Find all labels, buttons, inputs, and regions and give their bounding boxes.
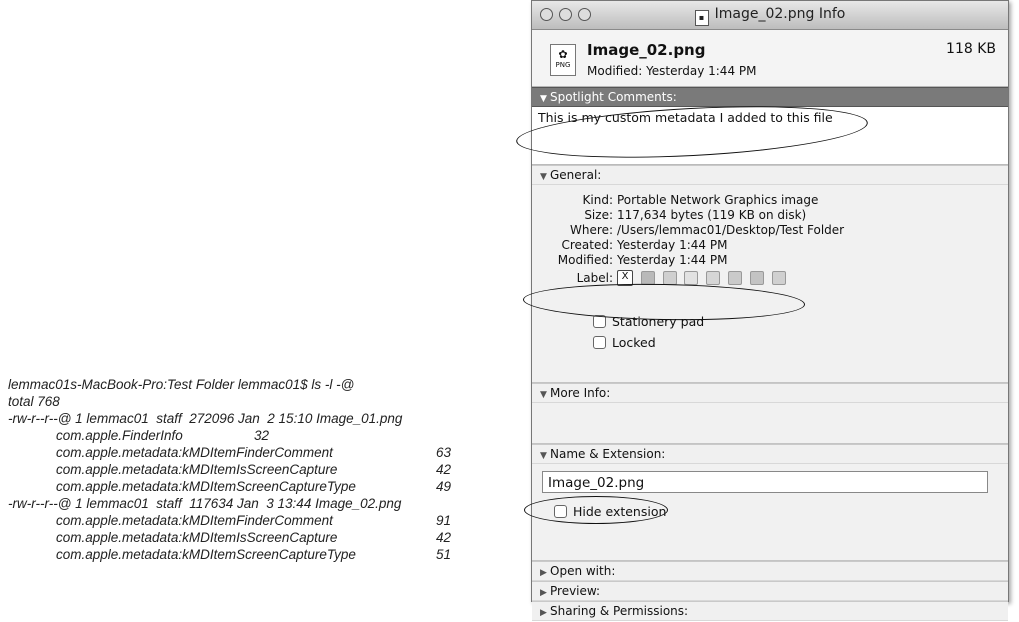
label-yellow-button[interactable] — [684, 271, 698, 285]
created-value: Yesterday 1:44 PM — [617, 238, 728, 252]
terminal-output — [8, 376, 508, 563]
label-blue-button[interactable] — [728, 271, 742, 285]
label-gray-button[interactable] — [772, 271, 786, 285]
xattr-name: com.apple.metadata:kMDItemIsScreenCapture — [56, 462, 338, 477]
xattr-name: com.apple.FinderInfo — [56, 428, 183, 443]
title-bar[interactable] — [532, 1, 1008, 30]
xattr-name: com.apple.metadata:kMDItemIsScreenCapture — [56, 530, 338, 545]
label-label: Label: — [576, 271, 613, 285]
disclosure-open-icon: ▼ — [540, 172, 547, 182]
modified-date: Modified: Yesterday 1:44 PM — [587, 64, 757, 78]
modified-value: Yesterday 1:44 PM — [617, 253, 728, 267]
file-name-field[interactable]: Image_02.png — [542, 471, 988, 493]
xattr-size: 32 — [254, 428, 270, 443]
general-panel — [532, 185, 1008, 383]
file-line-2: -rw-r--r--@ 1 lemmac01 staff 117634 Jan 3 13:44 Image_02.png — [8, 496, 402, 511]
xattr-name: com.apple.metadata:kMDItemFinderComment — [56, 513, 333, 528]
terminal-total: total 768 — [8, 394, 60, 409]
xattr-size: 49 — [436, 479, 452, 494]
section-name-extension[interactable]: ▼ Name & Extension: — [532, 444, 1008, 464]
file-line-1: -rw-r--r--@ 1 lemmac01 staff 272096 Jan 2 15:10 Image_01.png — [8, 411, 403, 426]
label-red-button[interactable] — [641, 271, 655, 285]
size-label: Size: — [584, 208, 613, 222]
more-info-panel — [532, 403, 1008, 444]
name-extension-panel — [532, 464, 1008, 561]
window-title: Image_02.png Info — [714, 6, 846, 22]
xattr-size: 42 — [436, 530, 452, 545]
where-label: Where: — [570, 223, 613, 237]
label-none-button[interactable]: X — [617, 270, 633, 286]
file-header — [532, 30, 1008, 87]
file-size: 118 KB — [946, 41, 996, 57]
xattr-name: com.apple.metadata:kMDItemScreenCaptureType — [56, 547, 356, 562]
disclosure-open-icon: ▼ — [540, 94, 547, 104]
section-open-with[interactable]: ▶ Open with: — [532, 561, 1008, 581]
xattr-name: com.apple.metadata:kMDItemScreenCaptureType — [56, 479, 356, 494]
kind-label: Kind: — [582, 193, 613, 207]
label-green-button[interactable] — [706, 271, 720, 285]
xattr-size: 42 — [436, 462, 452, 477]
disclosure-closed-icon: ▶ — [540, 588, 547, 598]
label-purple-button[interactable] — [750, 271, 764, 285]
stationery-pad-checkbox[interactable]: Stationery pad — [593, 314, 704, 330]
spotlight-comments-field[interactable]: This is my custom metadata I added to this file — [532, 107, 1008, 165]
checkbox-icon[interactable] — [593, 336, 606, 349]
created-label: Created: — [561, 238, 613, 252]
section-general[interactable]: ▼ General: — [532, 165, 1008, 185]
file-name: Image_02.png — [587, 41, 706, 59]
hide-extension-checkbox[interactable]: Hide extension — [554, 504, 666, 520]
checkbox-icon[interactable] — [593, 315, 606, 328]
xattr-size: 91 — [436, 513, 452, 528]
checkbox-icon[interactable] — [554, 505, 567, 518]
xattr-size: 63 — [436, 445, 452, 460]
label-orange-button[interactable] — [663, 271, 677, 285]
disclosure-open-icon: ▼ — [540, 451, 547, 461]
section-more-info[interactable]: ▼ More Info: — [532, 383, 1008, 403]
disclosure-closed-icon: ▶ — [540, 568, 547, 578]
modified-label: Modified: — [557, 253, 613, 267]
info-window — [531, 0, 1009, 618]
xattr-name: com.apple.metadata:kMDItemFinderComment — [56, 445, 333, 460]
document-icon: ▪ — [695, 10, 709, 26]
section-preview[interactable]: ▶ Preview: — [532, 581, 1008, 601]
section-sharing-permissions[interactable]: ▶ Sharing & Permissions: — [532, 601, 1008, 621]
disclosure-open-icon: ▼ — [540, 390, 547, 400]
png-file-icon: ✿ PNG — [550, 44, 576, 76]
label-swatches — [617, 270, 790, 286]
where-value: /Users/lemmac01/Desktop/Test Folder — [617, 223, 845, 237]
kind-value: Portable Network Graphics image — [617, 193, 819, 207]
terminal-prompt: lemmac01s-MacBook-Pro:Test Folder lemmac01$ ls -l -@ — [8, 377, 355, 392]
locked-checkbox[interactable]: Locked — [593, 335, 656, 351]
disclosure-closed-icon: ▶ — [540, 608, 547, 618]
size-value: 117,634 bytes (119 KB on disk) — [617, 208, 807, 222]
xattr-size: 51 — [436, 547, 452, 562]
section-spotlight-comments[interactable]: ▼ Spotlight Comments: — [532, 87, 1008, 107]
